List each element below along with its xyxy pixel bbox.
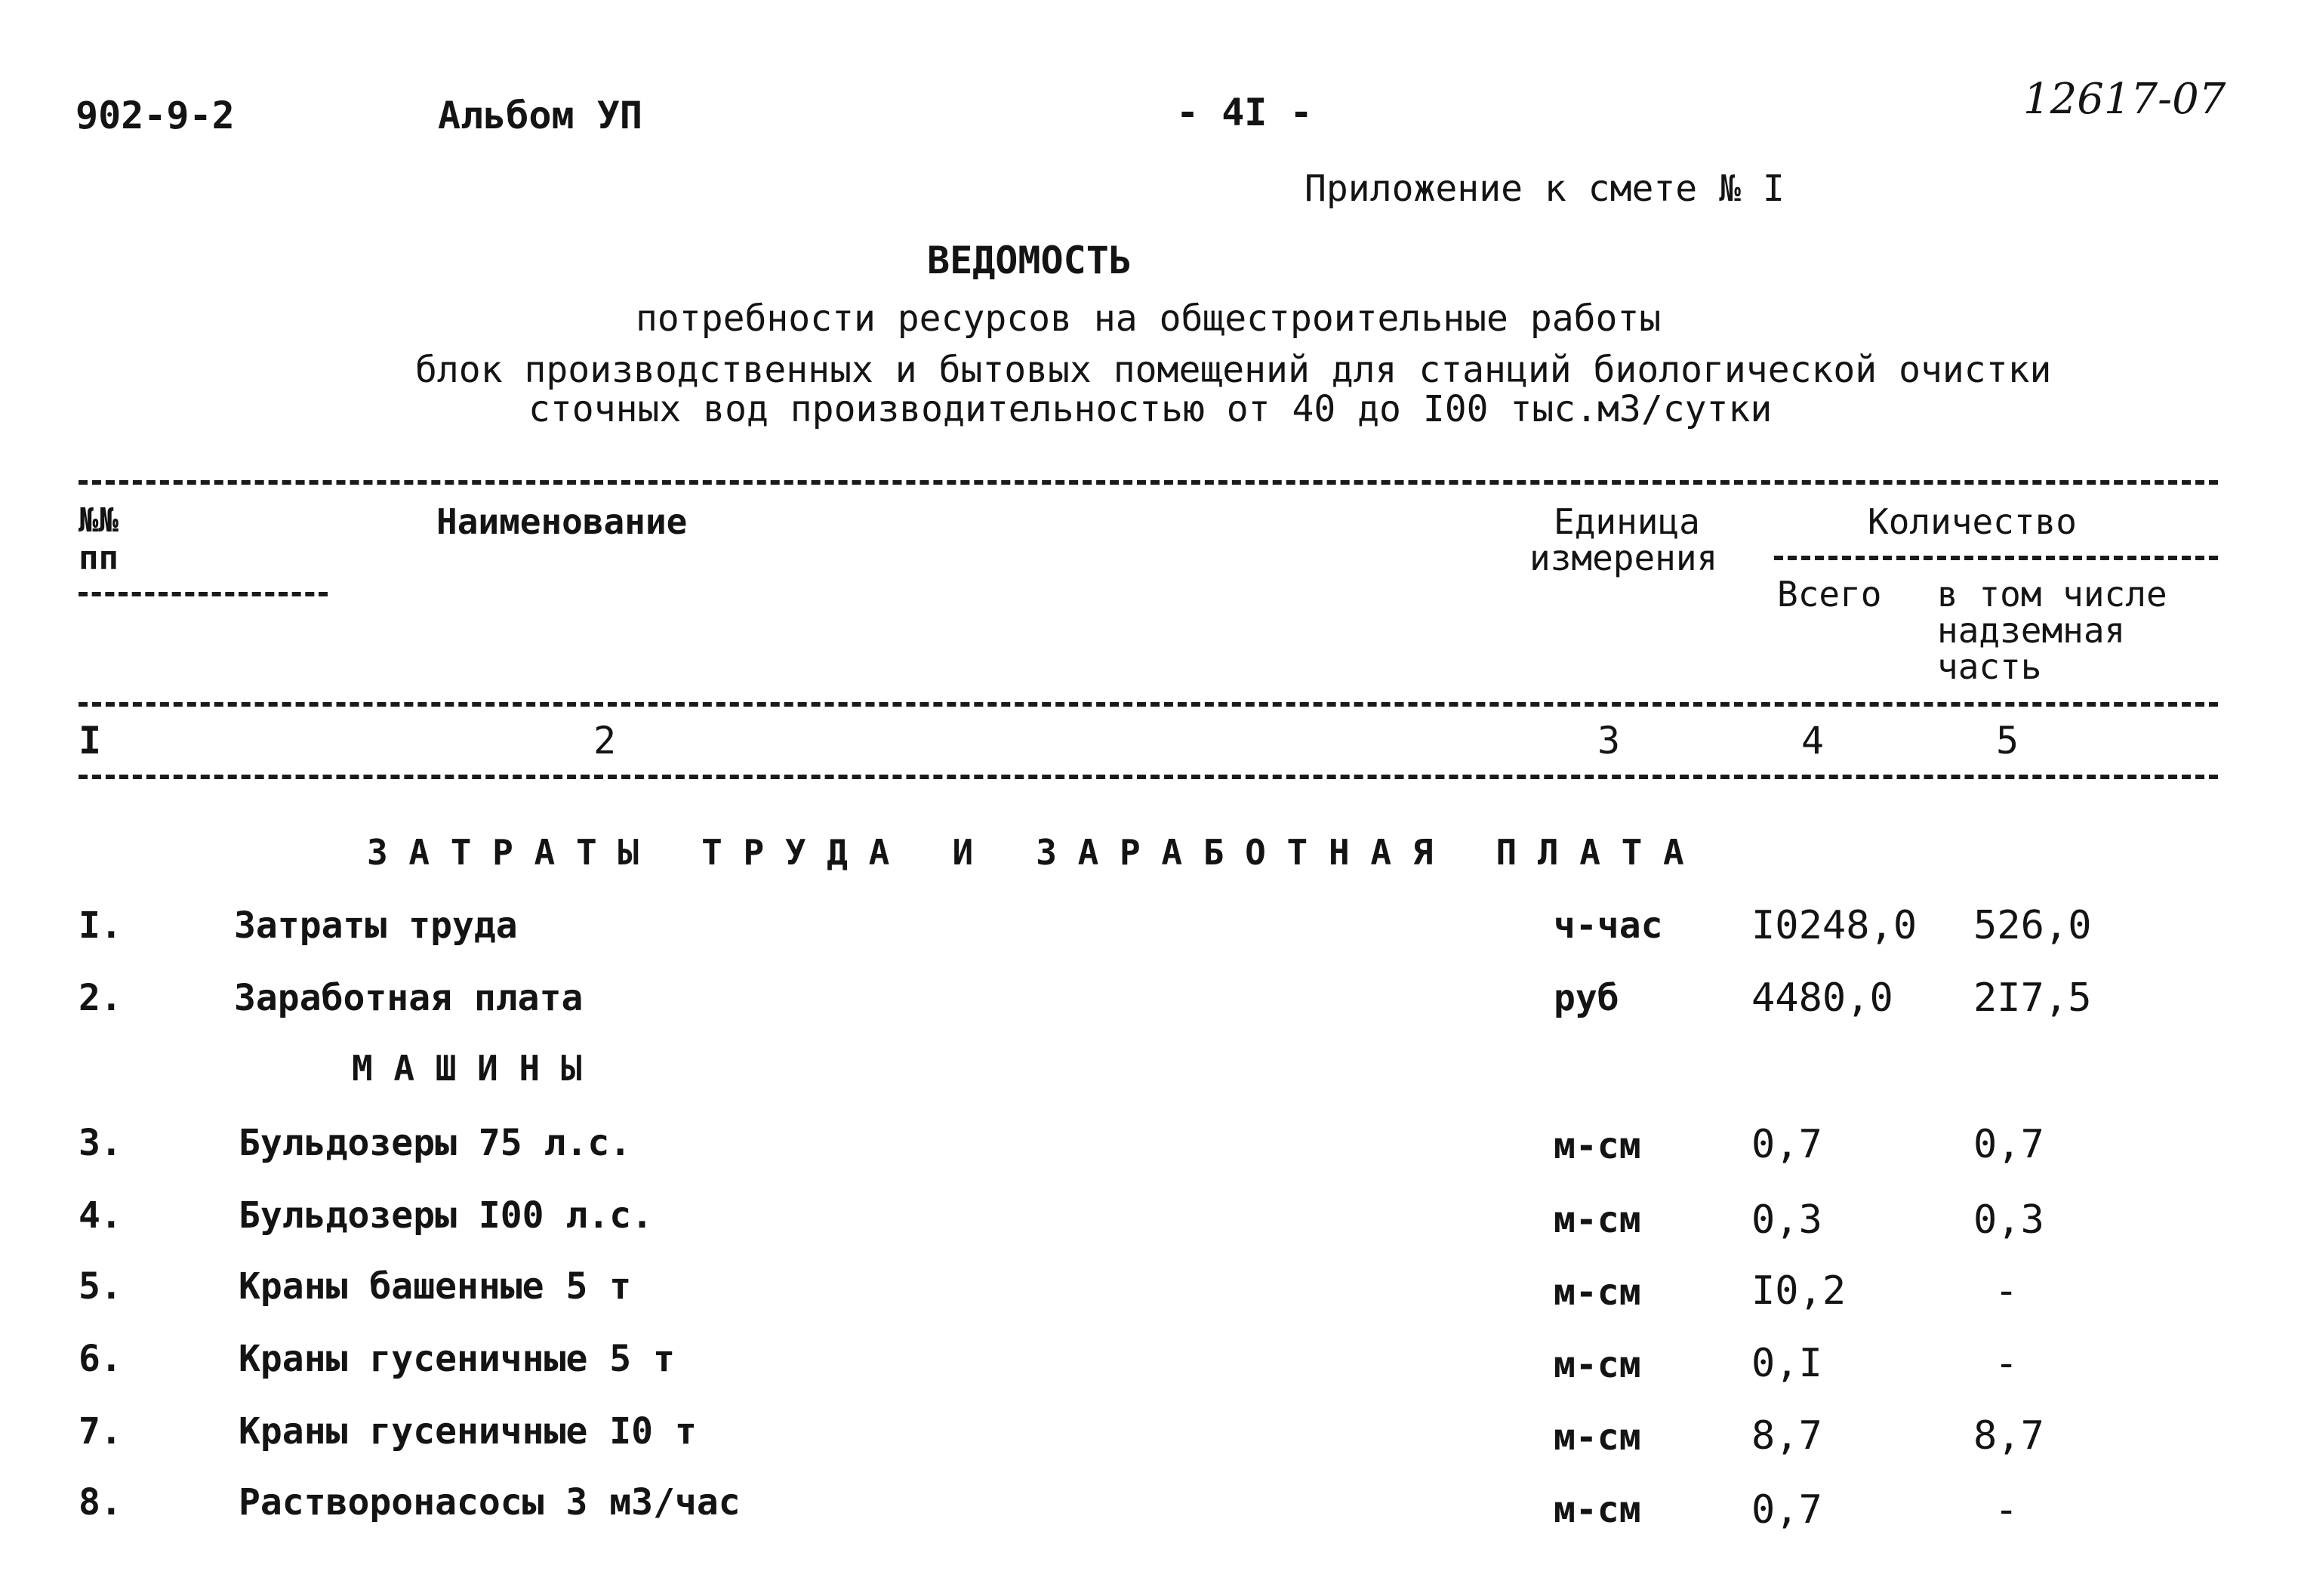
header-quantity: Количество (1868, 501, 2077, 542)
row-8-num: 8. (79, 1481, 122, 1524)
header-num-rule (79, 592, 328, 596)
row-1-name: Затраты труда (234, 904, 518, 947)
row-4-name: Бульдозеры I00 л.с. (239, 1194, 654, 1237)
column-number-2: 2 (593, 719, 617, 763)
column-number-4: 4 (1801, 719, 1825, 763)
header-num-line2: пп (79, 539, 119, 578)
handwritten-number: 12617-07 (2023, 75, 2226, 124)
row-4-unit: м-см (1554, 1199, 1641, 1241)
row-7-unit: м-см (1554, 1416, 1641, 1459)
row-4-total: 0,3 (1751, 1197, 1822, 1243)
row-5-unit: м-см (1554, 1271, 1641, 1314)
header-bottom-rule (79, 702, 2218, 707)
title-line-3: сточных вод производительностью от 40 до I00 тыс.м3/сутки (528, 388, 1773, 430)
row-5-total: I0,2 (1751, 1268, 1847, 1314)
row-8-name: Растворонасосы 3 м3/час (239, 1481, 741, 1524)
album-label: Альбом УП (438, 94, 642, 137)
header-quantity-rule (1774, 556, 2218, 560)
row-4-num: 4. (79, 1194, 122, 1237)
row-3-name: Бульдозеры 75 л.с. (239, 1122, 632, 1164)
title-line-2: блок производственных и бытовых помещений для станций биологической очистки (415, 349, 2052, 391)
row-5-num: 5. (79, 1265, 122, 1308)
doc-code: 902-9-2 (75, 94, 235, 137)
row-3-num: 3. (79, 1122, 122, 1164)
doc-title: ВЕДОМОСТЬ (927, 239, 1132, 282)
column-numbers-rule (79, 775, 2218, 779)
row-6-num: 6. (79, 1338, 122, 1380)
row-8-total: 0,7 (1751, 1487, 1822, 1533)
row-5-name: Краны башенные 5 т (239, 1265, 632, 1308)
row-2-unit: руб (1554, 977, 1619, 1019)
row-2-num: 2. (79, 977, 122, 1019)
section-labor-costs: З А Т Р А Т Ы Т Р У Д А И З А Р А Б О Т Н А Я П Л А Т А (367, 832, 1684, 873)
row-5-above: - (1995, 1268, 2019, 1314)
section-machines: М А Ш И Н Ы (352, 1048, 582, 1089)
row-6-total: 0,I (1751, 1341, 1822, 1386)
row-7-num: 7. (79, 1410, 122, 1453)
header-total: Всего (1777, 574, 1882, 615)
row-7-above: 8,7 (1973, 1413, 2044, 1459)
column-number-1: I (79, 719, 102, 763)
row-3-total: 0,7 (1751, 1122, 1822, 1167)
row-2-name: Заработная плата (234, 977, 584, 1019)
header-unit-line2: измерения (1529, 538, 1718, 578)
row-8-above: - (1995, 1487, 2019, 1533)
row-8-unit: м-см (1554, 1489, 1641, 1531)
row-6-above: - (1995, 1341, 2019, 1386)
title-line-1: потребности ресурсов на общестроительные работы (636, 297, 1662, 340)
row-1-above: 526,0 (1973, 903, 2092, 948)
row-1-unit: ч-час (1554, 904, 1663, 947)
header-name: Наименование (436, 501, 688, 542)
row-1-total: I0248,0 (1751, 903, 1918, 948)
header-unit-line1: Единица (1554, 501, 1700, 542)
row-3-unit: м-см (1554, 1125, 1641, 1167)
page-number: - 4I - (1176, 91, 1313, 134)
row-7-name: Краны гусеничные I0 т (239, 1410, 697, 1453)
row-6-name: Краны гусеничные 5 т (239, 1338, 675, 1380)
header-incl-line3: часть (1937, 646, 2042, 687)
row-3-above: 0,7 (1973, 1122, 2044, 1167)
row-6-unit: м-см (1554, 1344, 1641, 1386)
header-incl-line1: в том числе (1937, 574, 2167, 615)
appendix-label: Приложение к смете № I (1305, 168, 1785, 210)
column-number-5: 5 (1996, 719, 2019, 763)
row-7-total: 8,7 (1751, 1413, 1822, 1459)
row-2-total: 4480,0 (1751, 975, 1893, 1021)
header-incl-line2: надземная (1937, 610, 2126, 651)
table-top-rule (79, 480, 2218, 485)
column-number-3: 3 (1597, 719, 1621, 763)
header-num-line1: №№ (79, 501, 119, 540)
row-4-above: 0,3 (1973, 1197, 2044, 1243)
row-2-above: 2I7,5 (1973, 975, 2092, 1021)
row-1-num: I. (79, 904, 122, 947)
